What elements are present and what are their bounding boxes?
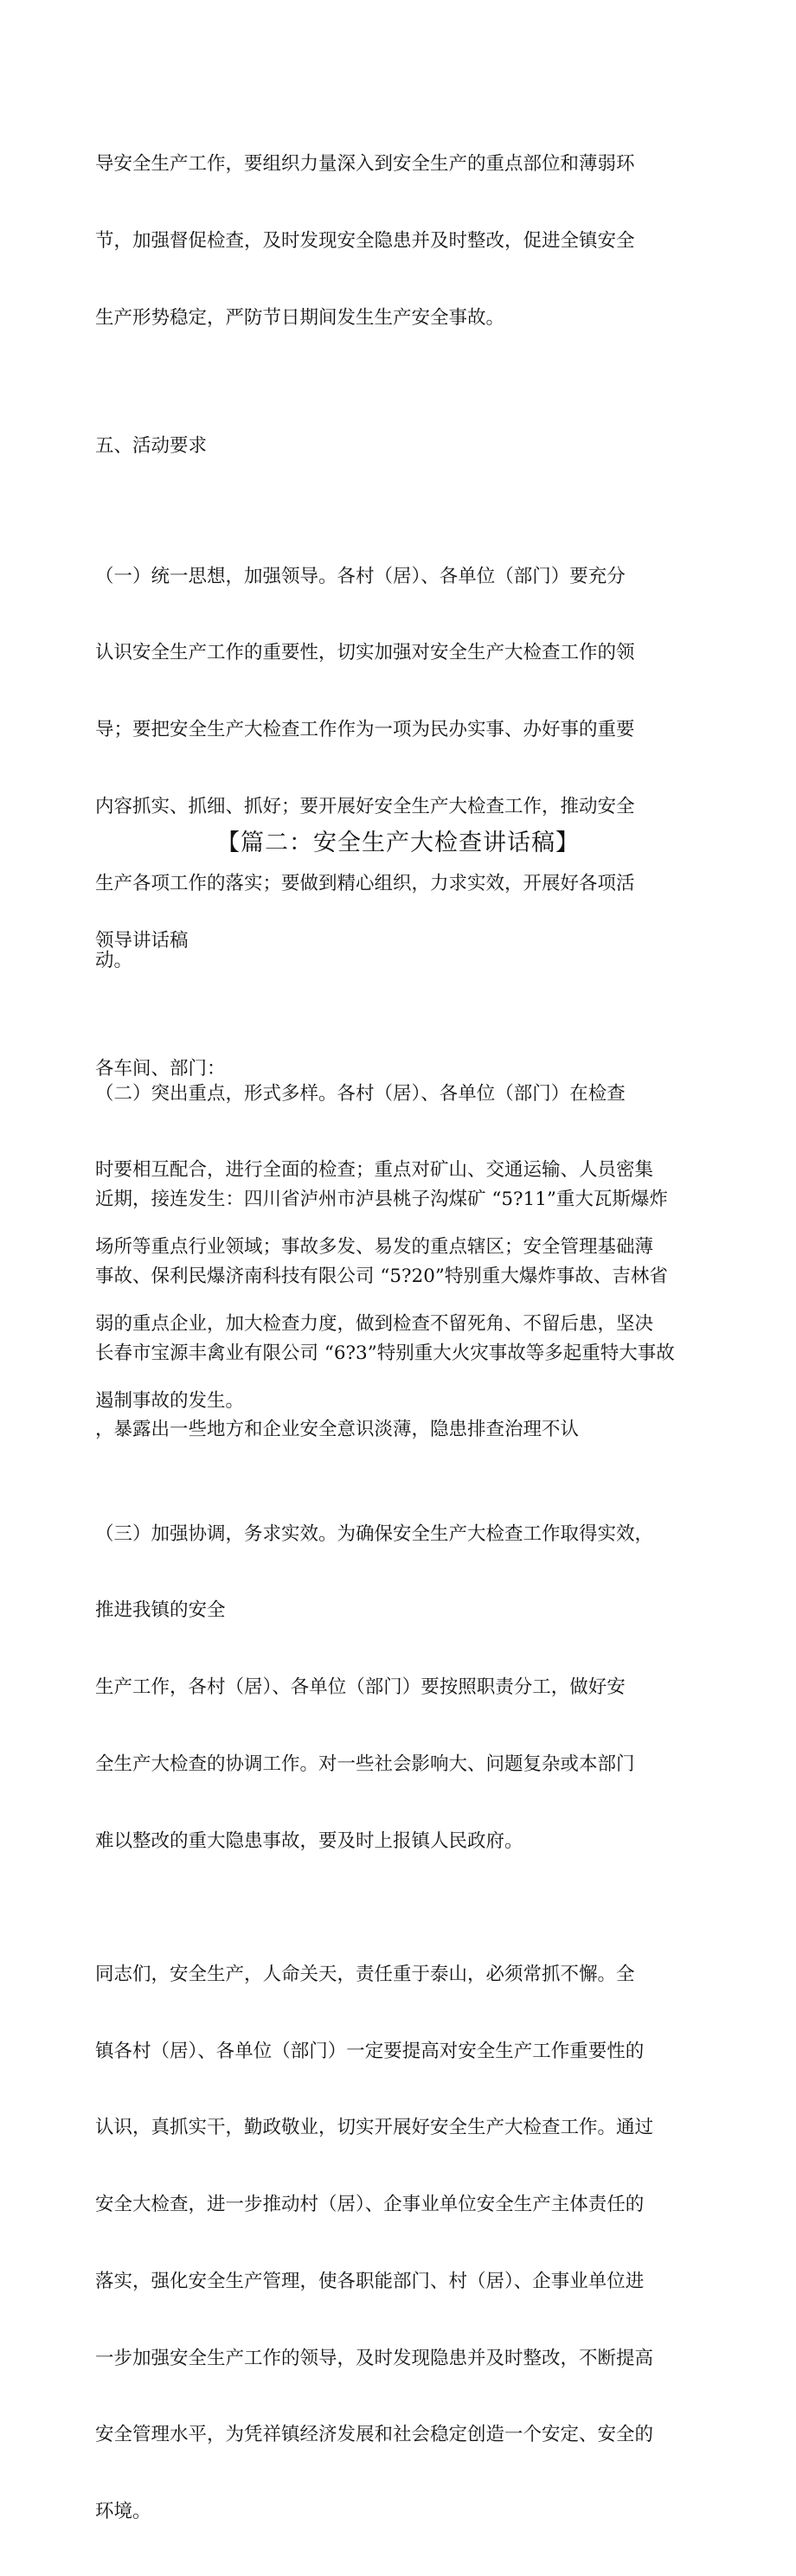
text-line: 认识，真抓实干，勤政敬业，切实开展好安全生产大检查工作。通过 xyxy=(95,2117,654,2139)
text-line: 节，加强督促检查，及时发现安全隐患并及时整改，促进全镇安全 xyxy=(95,229,635,252)
text-line: （一）统一思想，加强领导。各村（居）、各单位（部门）要充分 xyxy=(95,565,626,587)
text-line: 弱的重点企业，加大检查力度，做到检查不留死角、不留后患，坚决 xyxy=(95,1312,654,1335)
text-line: 长春市宝源丰禽业有限公司 “6?3”特别重大火灾事故等多起重特大事故 xyxy=(95,1342,675,1364)
text-line: 遏制事故的发生。 xyxy=(95,1389,245,1412)
paragraph-closing xyxy=(95,1911,701,2576)
text-line: 镇各村（居）、各单位（部门）一定要提高对安全生产工作重要性的 xyxy=(95,2040,645,2062)
text-line: 一步加强安全生产工作的领导，及时发现隐患并及时整改，不断提高 xyxy=(95,2347,654,2369)
text-line: 生产形势稳定，严防节日期间发生生产安全事故。 xyxy=(95,306,505,329)
text-line: 事故、保利民爆济南科技有限公司 “5?20”特别重大爆炸事故、吉林省 xyxy=(95,1265,668,1287)
speech-title xyxy=(95,877,701,1005)
text-line: 近期，接连发生：四川省泸州市泸县桃子沟煤矿 “5?11”重大瓦斯爆炸 xyxy=(95,1189,668,1211)
text-line: 安全管理水平，为凭祥镇经济发展和社会稳定创造一个安定、安全的 xyxy=(95,2424,654,2446)
text-line: 五、活动要求 xyxy=(95,434,208,457)
text-line: 全生产大检查的协调工作。对一些社会影响大、问题复杂或本部门 xyxy=(95,1753,635,1775)
text-line: 认识安全生产工作的重要性，切实加强对安全生产大检查工作的领 xyxy=(95,642,635,664)
text-line: 领导讲话稿 xyxy=(95,930,189,952)
text-line: 各车间、部门： xyxy=(95,1058,226,1080)
section-title-activity-requirements xyxy=(95,382,701,510)
text-line: 推进我镇的安全 xyxy=(95,1599,226,1622)
text-line: 同志们，安全生产，人命关天，责任重于泰山，必须常抓不懈。全 xyxy=(95,1963,635,1985)
text-line: 内容抓实、抓细、抓好；要开展好安全生产大检查工作，推动安全 xyxy=(95,796,635,818)
text-line: 安全大检查，进一步推动村（居）、企事业单位安全生产主体责任的 xyxy=(95,2194,645,2216)
text-line: 时要相互配合，进行全面的检查；重点对矿山、交通运输、人员密集 xyxy=(95,1159,654,1182)
section-heading-part-two: 【篇二：安全生产大检查讲话稿】 xyxy=(216,830,580,856)
text-line: 环境。 xyxy=(95,2501,151,2523)
text-line: 生产工作，各村（居）、各单位（部门）要按照职责分工，做好安 xyxy=(95,1676,626,1699)
text-line: 生产各项工作的落实；要做到精心组织，力求实效，开展好各项活 xyxy=(95,872,635,894)
text-line: ，暴露出一些地方和企业安全意识淡薄，隐患排查治理不认 xyxy=(95,1419,580,1441)
text-line: 动。 xyxy=(95,949,133,971)
text-line: 落实，强化安全生产管理，使各职能部门、村（居）、企事业单位进 xyxy=(95,2270,645,2292)
paragraph-speech-body xyxy=(95,1136,701,1494)
paragraph-intro xyxy=(95,100,701,382)
text-line: 导；要把安全生产大检查工作作为一项为民办实事、办好事的重要 xyxy=(95,719,635,741)
text-line: （二）突出重点，形式多样。各村（居）、各单位（部门）在检查 xyxy=(95,1082,626,1105)
text-line: 导安全生产工作，要组织力量深入到安全生产的重点部位和薄弱环 xyxy=(95,153,635,176)
text-line: 场所等重点行业领域；事故多发、易发的重点辖区；安全管理基础薄 xyxy=(95,1236,654,1259)
speech-greeting xyxy=(95,1005,701,1133)
paragraph-item-3 xyxy=(95,1470,701,1905)
text-line: 难以整改的重大隐患事故，要及时上报镇人民政府。 xyxy=(95,1829,523,1852)
document-page-bottom xyxy=(95,877,701,1494)
text-line: （三）加强协调，务求实效。为确保安全生产大检查工作取得实效， xyxy=(95,1522,654,1545)
